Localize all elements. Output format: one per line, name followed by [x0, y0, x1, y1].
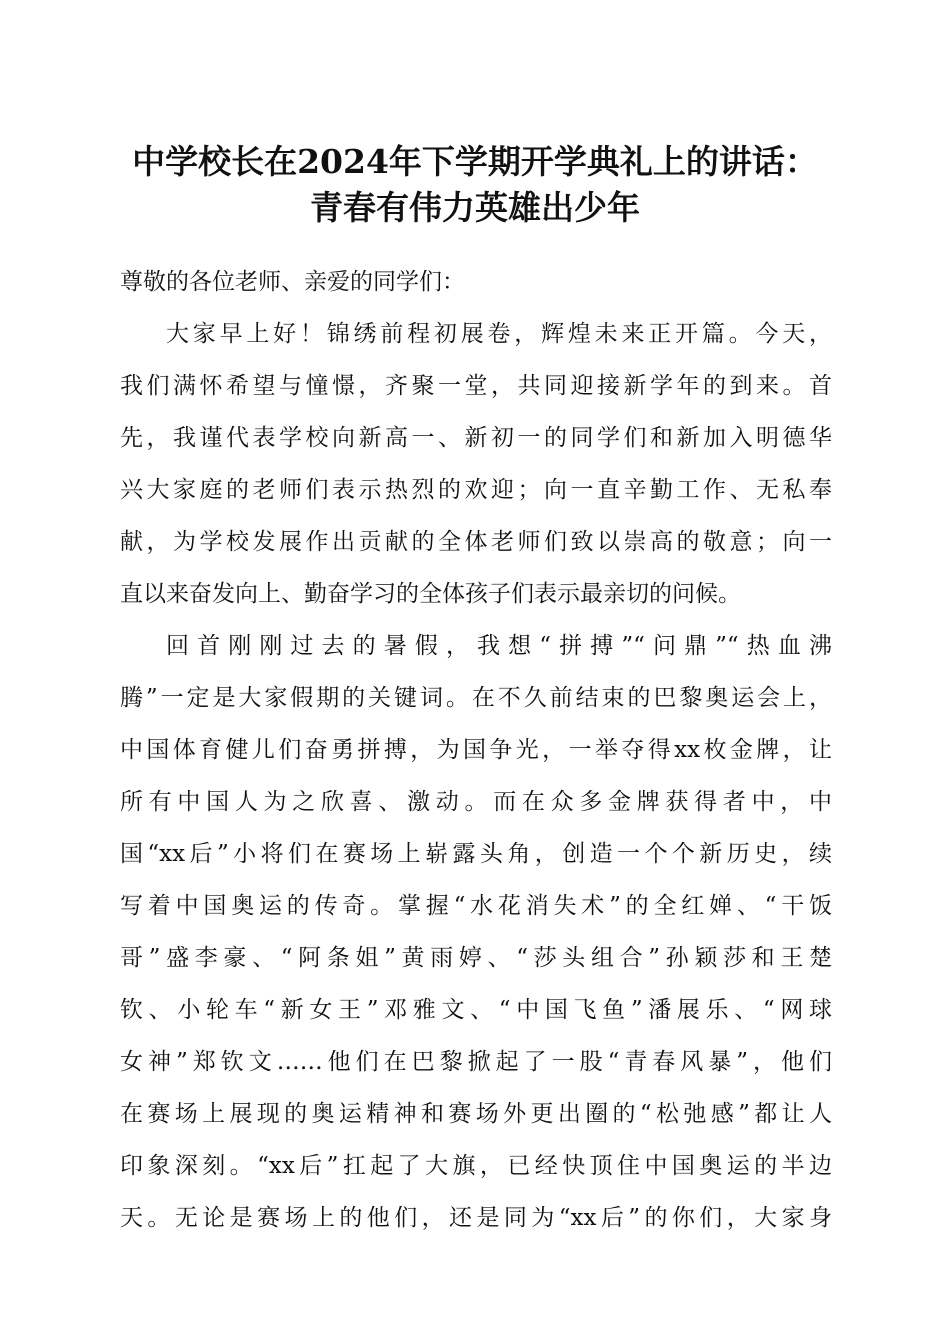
paragraph-line: 天。无论是赛场上的他们，还是同为“xx后”的你们，大家身	[120, 1205, 832, 1231]
paragraph-line: 印象深刻。“xx后”扛起了大旗，已经快顶住中国奥运的半边	[120, 1153, 832, 1179]
paragraph-line: 先，我谨代表学校向新高一、新初一的同学们和新加入明德华	[120, 425, 832, 451]
paragraph-line: 国“xx后”小将们在赛场上崭露头角，创造一个个新历史，续	[120, 841, 832, 867]
paragraph-2	[120, 620, 832, 1244]
paragraph-line: 写着中国奥运的传奇。掌握“水花消失术”的全红婵、“干饭	[120, 893, 832, 919]
paragraph-1	[120, 308, 832, 620]
salutation: 尊敬的各位老师、亲爱的同学们：	[120, 269, 465, 295]
paragraph-line: 回首刚刚过去的暑假，我想“拼搏”“问鼎”“热血沸	[166, 633, 832, 659]
paragraph-line: 大家早上好！锦绣前程初展卷，辉煌未来正开篇。今天，	[166, 321, 832, 347]
paragraph-line: 中国体育健儿们奋勇拼搏，为国争光，一举夺得xx枚金牌，让	[120, 737, 832, 763]
paragraph-line: 所有中国人为之欣喜、激动。而在众多金牌获得者中，中	[120, 789, 832, 815]
paragraph-line: 哥”盛李豪、“阿条姐”黄雨婷、“莎头组合”孙颖莎和王楚	[120, 945, 832, 971]
document-title-line-1: 中学校长在2024年下学期开学典礼上的讲话：	[132, 142, 818, 181]
paragraph-line: 钦、小轮车“新女王”邓雅文、“中国飞鱼”潘展乐、“网球	[120, 997, 832, 1023]
document-title-line-2: 青春有伟力英雄出少年	[310, 188, 640, 227]
document-body	[120, 256, 832, 1244]
paragraph-line: 直以来奋发向上、勤奋学习的全体孩子们表示最亲切的问候。	[120, 581, 741, 607]
paragraph-line: 女神”郑钦文……他们在巴黎掀起了一股“青春风暴”，他们	[120, 1049, 832, 1075]
paragraph-line: 腾”一定是大家假期的关键词。在不久前结束的巴黎奥运会上，	[120, 685, 832, 711]
paragraph-line: 献，为学校发展作出贡献的全体老师们致以崇高的敬意；向一	[120, 529, 832, 555]
paragraph-line: 在赛场上展现的奥运精神和赛场外更出圈的“松弛感”都让人	[120, 1101, 832, 1127]
paragraph-line: 兴大家庭的老师们表示热烈的欢迎；向一直辛勤工作、无私奉	[120, 477, 832, 503]
paragraph-line: 我们满怀希望与憧憬，齐聚一堂，共同迎接新学年的到来。首	[120, 373, 832, 399]
